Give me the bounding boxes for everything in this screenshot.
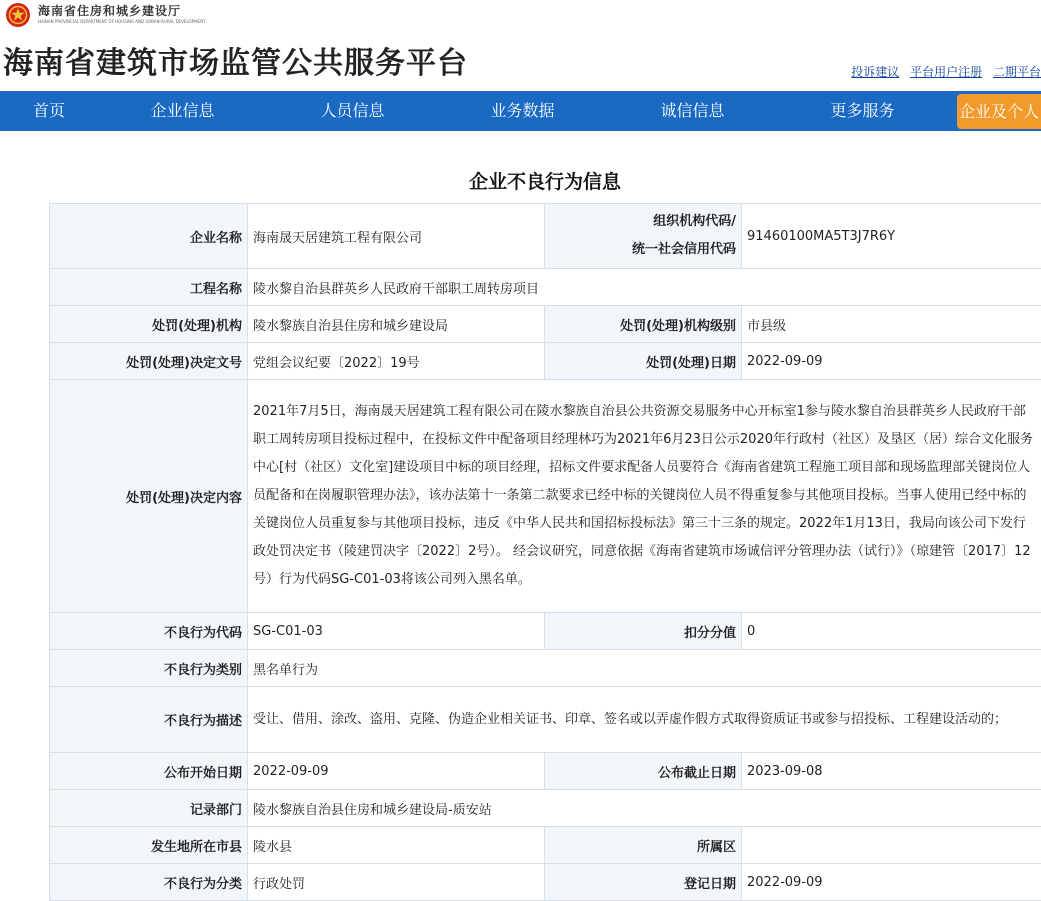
- nav-more-services[interactable]: 更多服务: [805, 91, 920, 131]
- department-name-en: HAINAN PROVINCIAL DEPARTMENT OF HOUSING AND URBAN-RURAL DEVELOPMENT: [38, 19, 206, 24]
- table-row: [50, 269, 1041, 306]
- org-code-label: [545, 204, 742, 269]
- classification-value: 行政处罚: [248, 864, 545, 901]
- authority-level-value: 市县级: [742, 306, 1041, 343]
- authority-value: 陵水黎族自治县住房和城乡建设局: [248, 306, 545, 343]
- table-row: [50, 753, 1041, 790]
- district-label: 所属区: [545, 827, 742, 864]
- nav-credit[interactable]: 诚信信息: [635, 91, 750, 131]
- district-value: [742, 827, 1041, 864]
- project-value: 陵水黎自治县群英乡人民政府干部职工周转房项目: [248, 269, 1041, 306]
- table-row: [50, 380, 1041, 613]
- nav-home[interactable]: 首页: [0, 91, 98, 131]
- authority-level-label: 处罚(处理)机构级别: [545, 306, 742, 343]
- doc-no-value: 党组会议纪要〔2022〕19号: [248, 343, 545, 380]
- content-label: 处罚(处理)决定内容: [50, 380, 248, 613]
- doc-no-label: 处罚(处理)决定文号: [50, 343, 248, 380]
- site-title: 海南省建筑市场监管公共服务平台: [3, 38, 468, 82]
- city-value: 陵水县: [248, 827, 545, 864]
- city-label: 发生地所在市县: [50, 827, 248, 864]
- phase-two-link[interactable]: 二期平台: [993, 65, 1041, 79]
- table-row: [50, 204, 1041, 269]
- publish-start-label: 公布开始日期: [50, 753, 248, 790]
- top-links: [844, 63, 1041, 80]
- content-value: 2021年7月5日，海南晟天居建筑工程有限公司在陵水黎族自治县公共资源交易服务中心开标室1参与陵水黎自治县群英乡人民政府干部职工周转房项目投标过程中，在投标文件中配备项目经理林巧为2021年6月23日公示2020年行政村（社区）及垦区（居）综合文化服务中心[村（社区）文化室]建设项目中标的项目经理，招标文件要求配备人员要符合《海南省建筑工程施工项目部和现场监理部关键岗位人员配备和在岗履职管理办法》，该办法第十一条第二款要求已经中标的关键岗位人员不得重复参与其他项目投标。当事人使用已经中标的关键岗位人员重复参与其他项目投标，违反《中华人民共和国招标投标法》第三十三条的规定。2022年1月13日，我局向该公司下发行政处罚决定书（陵建罚决字〔2022〕2号）。 经会议研究，同意依据《海南省建筑市场诚信评分管理办法（试行）》（琼建管〔2017〕12号）行为代码SG-C01-03将该公司列入黑名单。: [248, 380, 1041, 613]
- project-label: 工程名称: [50, 269, 248, 306]
- org-code-label-line-2: 统一社会信用代码: [632, 242, 736, 257]
- company-value: 海南晟天居建筑工程有限公司: [248, 204, 545, 269]
- bad-behavior-table: [49, 203, 1041, 901]
- table-row: [50, 650, 1041, 687]
- department-name: 海南省住房和城乡建设厅: [38, 2, 181, 19]
- record-dept-value: 陵水黎族自治县住房和城乡建设局-质安站: [248, 790, 1041, 827]
- nav-enterprise[interactable]: 企业信息: [125, 91, 240, 131]
- table-row: [50, 790, 1041, 827]
- register-link[interactable]: 平台用户注册: [910, 65, 982, 79]
- department-logo-bar: [0, 0, 400, 30]
- description-value: 受让、借用、涂改、盗用、克隆、伪造企业相关证书、印章、签名或以弄虚作假方式取得资质证书或参与招投标、工程建设活动的；: [248, 687, 1041, 753]
- nav-personnel[interactable]: 人员信息: [295, 91, 410, 131]
- penalty-date-label: 处罚(处理)日期: [545, 343, 742, 380]
- register-date-value: 2022-09-09: [742, 864, 1041, 901]
- nav-enterprise-individual[interactable]: 企业及个人: [957, 94, 1041, 129]
- table-row: [50, 864, 1041, 901]
- publish-end-label: 公布截止日期: [545, 753, 742, 790]
- classification-label: 不良行为分类: [50, 864, 248, 901]
- table-row: [50, 306, 1041, 343]
- deduction-label: 扣分分值: [545, 613, 742, 650]
- table-row: [50, 687, 1041, 753]
- description-label: 不良行为描述: [50, 687, 248, 753]
- table-row: [50, 613, 1041, 650]
- penalty-date-value: 2022-09-09: [742, 343, 1041, 380]
- category-label: 不良行为类别: [50, 650, 248, 687]
- publish-start-value: 2022-09-09: [248, 753, 545, 790]
- nav-business-data[interactable]: 业务数据: [465, 91, 580, 131]
- company-label: 企业名称: [50, 204, 248, 269]
- deduction-value: 0: [742, 613, 1041, 650]
- bad-code-label: 不良行为代码: [50, 613, 248, 650]
- table-row: [50, 343, 1041, 380]
- org-code-label-line-1: 组织机构代码/: [653, 214, 736, 229]
- org-code-value: 91460100MA5T3J7R6Y: [742, 204, 1041, 269]
- register-date-label: 登记日期: [545, 864, 742, 901]
- page-title: 企业不良行为信息: [0, 167, 1041, 194]
- authority-label: 处罚(处理)机构: [50, 306, 248, 343]
- complaint-link[interactable]: 投诉建议: [851, 65, 899, 79]
- main-nav: [0, 91, 1041, 131]
- table-row: [50, 827, 1041, 864]
- publish-end-value: 2023-09-08: [742, 753, 1041, 790]
- record-dept-label: 记录部门: [50, 790, 248, 827]
- category-value: 黑名单行为: [248, 650, 1041, 687]
- national-emblem-icon: [5, 2, 31, 28]
- bad-code-value: SG-C01-03: [248, 613, 545, 650]
